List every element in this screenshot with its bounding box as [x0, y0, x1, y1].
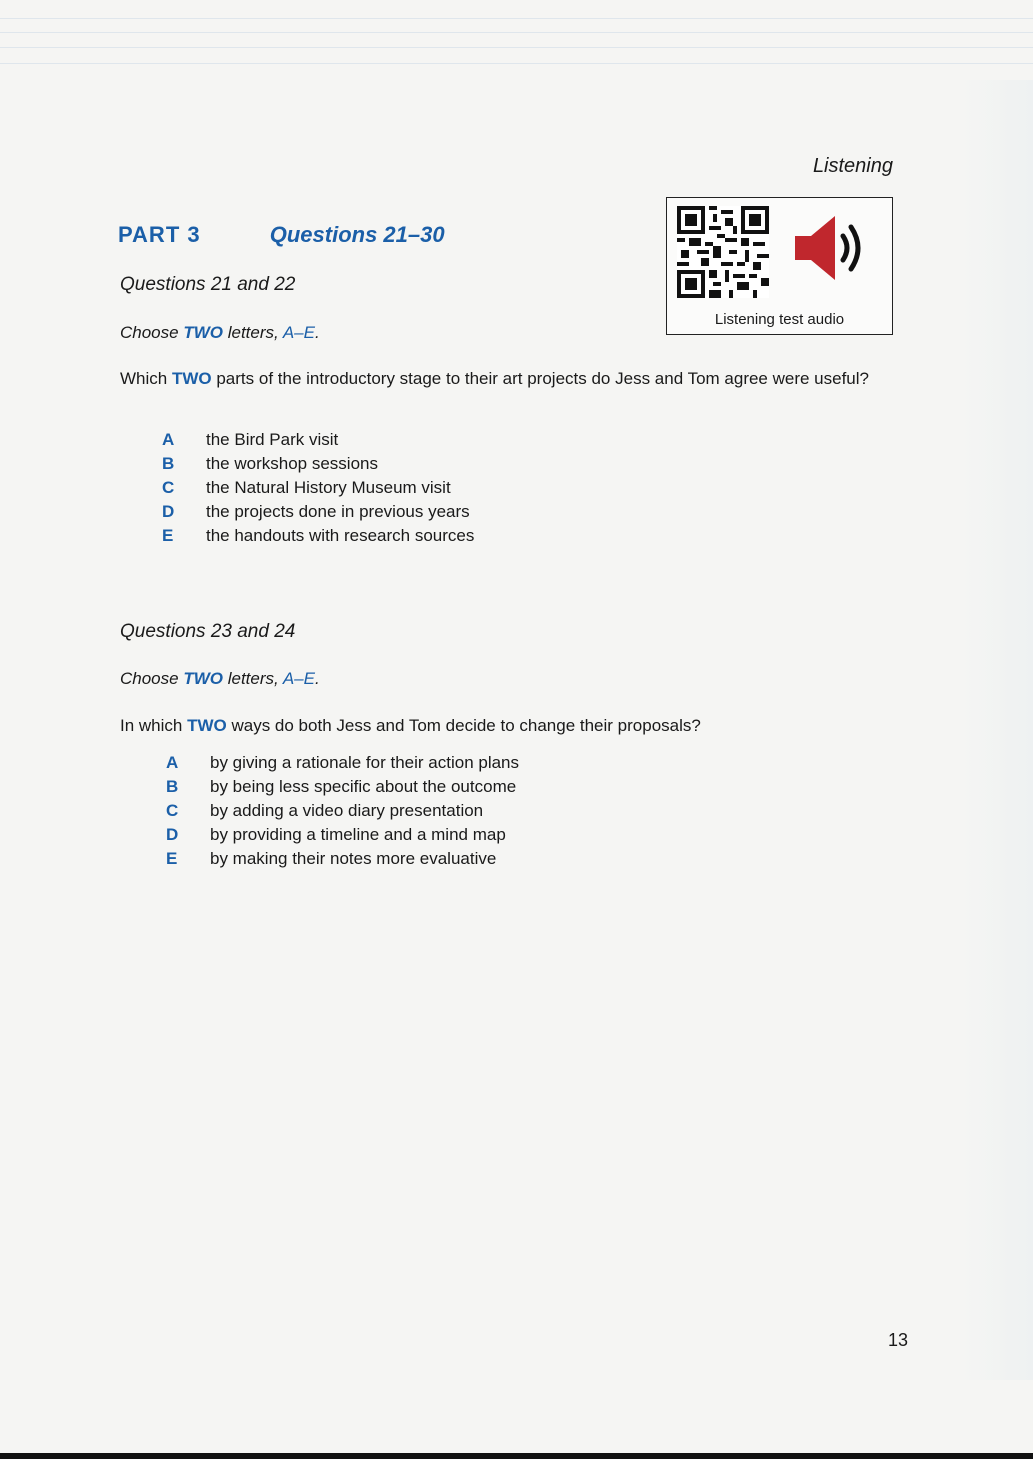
question-text: ways do both Jess and Tom decide to change their proposals? [226, 716, 701, 735]
option-text: the projects done in previous years [206, 502, 470, 521]
instruction-middle: letters, [222, 669, 283, 688]
option-text: the Bird Park visit [206, 430, 339, 449]
option-letter: E [162, 526, 174, 545]
option-letter: D [162, 502, 175, 521]
option-b[interactable] [166, 777, 519, 801]
option-letter: C [162, 478, 175, 497]
question-range: Questions 21–30 [269, 222, 445, 247]
scan-line [0, 32, 1033, 33]
option-text: the handouts with research sources [206, 526, 475, 545]
page-number: 13 [888, 1330, 909, 1350]
option-a[interactable] [166, 753, 519, 777]
option-c[interactable] [162, 478, 474, 502]
question-text: parts of the introductory stage to their art projects do Jess and Tom agree were useful? [211, 369, 869, 388]
option-letter: B [162, 454, 175, 473]
option-c[interactable] [166, 801, 519, 825]
option-d[interactable] [162, 502, 474, 526]
section-header: Listening [812, 155, 893, 177]
scan-line [0, 63, 1033, 64]
option-text: by making their notes more evaluative [210, 849, 497, 868]
instruction-range: A–E [282, 669, 315, 688]
part-label: PART 3 [118, 222, 201, 247]
option-letter: A [162, 430, 175, 449]
option-text: by providing a timeline and a mind map [210, 825, 506, 844]
listening-audio-box[interactable] [666, 197, 893, 335]
scan-bottom-edge [0, 1453, 1033, 1459]
instruction-prefix: Choose [120, 323, 184, 342]
option-text: by giving a rationale for their action plans [210, 753, 520, 772]
options-21-22 [162, 430, 474, 550]
option-a[interactable] [162, 430, 474, 454]
instruction-middle: letters, [222, 323, 283, 342]
instruction-suffix: . [314, 669, 320, 688]
audio-label: Listening test audio [714, 311, 845, 328]
option-text: by adding a video diary presentation [210, 801, 484, 820]
question-21-22 [120, 368, 880, 390]
instruction-range: A–E [282, 323, 315, 342]
options-23-24 [166, 753, 519, 873]
question-two: TWO [171, 369, 212, 388]
option-text: the Natural History Museum visit [206, 478, 451, 497]
option-d[interactable] [166, 825, 519, 849]
questions-21-22-heading: Questions 21 and 22 [120, 274, 296, 295]
instruction-23-24 [120, 669, 320, 689]
option-letter: B [166, 777, 179, 796]
scan-line [0, 47, 1033, 48]
question-23-24 [120, 715, 890, 737]
option-letter: C [166, 801, 179, 820]
option-letter: E [166, 849, 178, 868]
part-heading [118, 222, 445, 248]
instruction-prefix: Choose [120, 669, 184, 688]
instruction-two: TWO [183, 669, 223, 688]
page-edge-shadow [963, 80, 1033, 1380]
option-e[interactable] [166, 849, 519, 873]
option-b[interactable] [162, 454, 474, 478]
instruction-suffix: . [314, 323, 320, 342]
option-letter: D [166, 825, 179, 844]
option-letter: A [166, 753, 179, 772]
question-prefix: Which [120, 369, 172, 388]
speaker-icon [789, 212, 869, 284]
option-e[interactable] [162, 526, 474, 550]
question-two: TWO [187, 716, 227, 735]
option-text: by being less specific about the outcome [210, 777, 517, 796]
scan-line [0, 18, 1033, 19]
question-prefix: In which [120, 716, 188, 735]
instruction-21-22 [120, 323, 320, 343]
option-text: the workshop sessions [206, 454, 378, 473]
questions-23-24-heading: Questions 23 and 24 [120, 621, 296, 642]
qr-code-icon [677, 206, 769, 298]
instruction-two: TWO [183, 323, 223, 342]
